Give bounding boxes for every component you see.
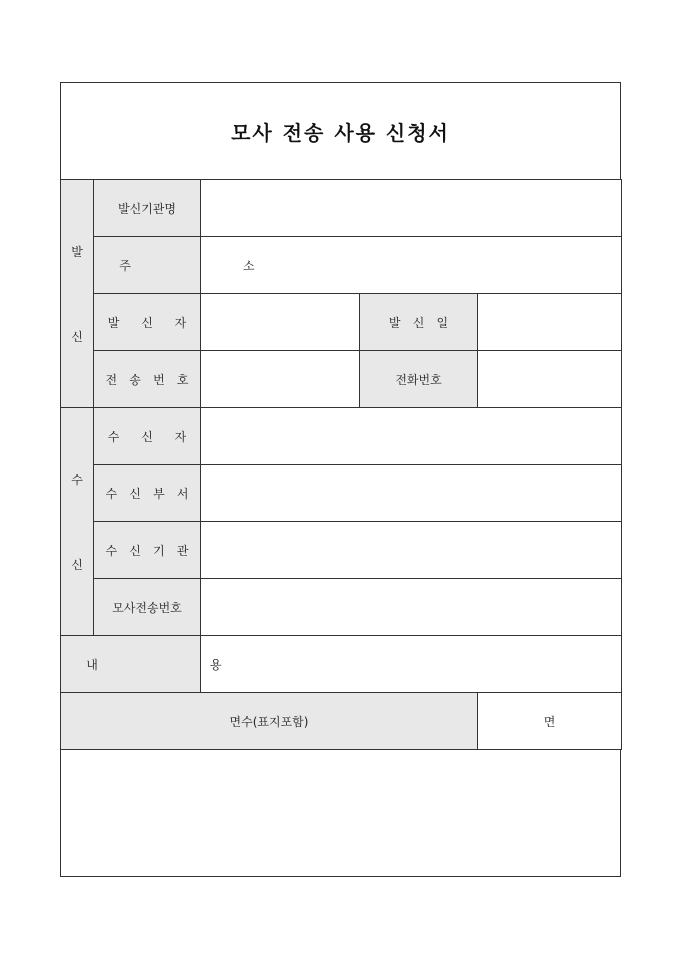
row-content [61,636,622,693]
page-unit: 면 [543,714,556,729]
send-date-field[interactable] [478,294,622,351]
receiver-label: 수 신 자 [107,429,196,444]
row-fax-send-no [61,579,622,636]
fax-no-label: 전 송 번 호 [105,372,193,387]
receiver-org-field[interactable] [201,522,622,579]
row-receiver-dept [61,465,622,522]
form-title: 모사 전송 사용 신청서 [231,121,450,145]
content-field[interactable] [201,636,622,693]
receiver-dept-field[interactable] [201,465,622,522]
receiver-org-label: 수 신 기 관 [105,543,193,558]
page-count-field[interactable] [478,693,622,750]
form-table [60,179,622,750]
send-date-label: 발 신 일 [388,315,453,330]
row-page-count [61,693,622,750]
row-sender [61,294,622,351]
sender-org-label: 발신기관명 [94,180,201,237]
sender-field[interactable] [201,294,360,351]
row-address [61,237,622,294]
form-footer-area [61,758,620,877]
receiver-group-char1: 수 [71,472,83,487]
phone-no-field[interactable] [478,351,622,408]
fax-send-no-field[interactable] [201,579,622,636]
receiver-field[interactable] [201,408,622,465]
fax-no-field[interactable] [201,351,360,408]
sender-group-label [61,180,94,408]
receiver-dept-label: 수 신 부 서 [105,486,193,501]
receiver-group-char2: 신 [71,557,83,572]
address-label: 주 소 [119,258,280,273]
row-receiver [61,408,622,465]
receiver-group-label [61,408,94,636]
sender-group-char2: 신 [71,329,83,344]
sender-group-char1: 발 [71,244,83,259]
content-label: 내 용 [86,657,247,672]
row-fax-no [61,351,622,408]
row-sender-org [61,180,622,237]
phone-no-label: 전화번호 [360,351,478,408]
row-receiver-org [61,522,622,579]
fax-request-form [60,82,621,877]
sender-label: 발 신 자 [107,315,196,330]
sender-org-field[interactable] [201,180,622,237]
page-count-label: 면수(표지포함) [61,693,478,750]
fax-send-no-label: 모사전송번호 [94,579,201,636]
